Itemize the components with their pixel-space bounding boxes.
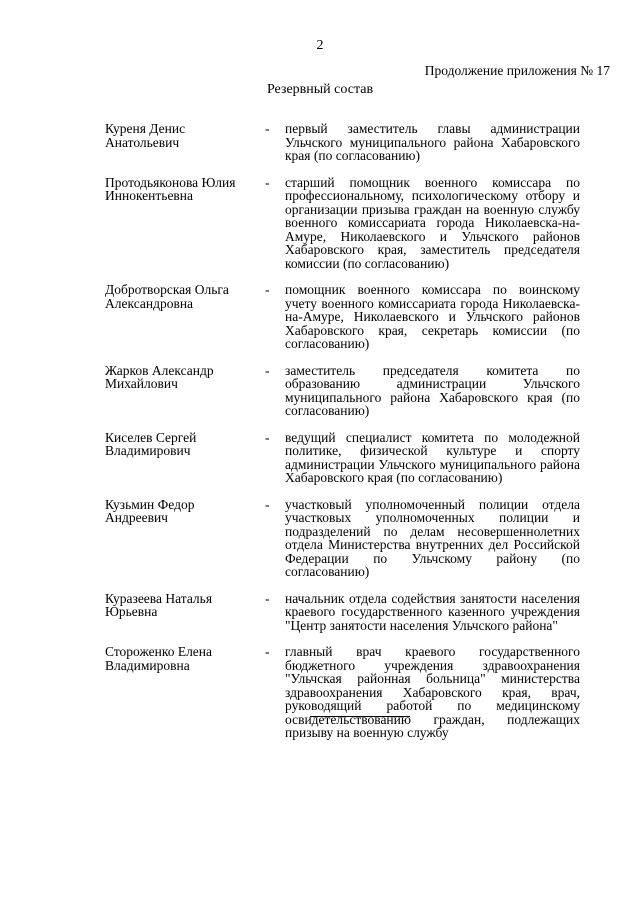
member-row	[105, 431, 580, 485]
member-row	[105, 645, 580, 740]
member-dash: -	[265, 429, 270, 445]
member-dash: -	[265, 362, 270, 378]
member-name: Кузьмин Федор Андреевич	[105, 496, 195, 525]
member-row	[105, 283, 580, 351]
member-row	[105, 498, 580, 579]
member-role: главный врач краевого государственного бюджетного учреждения здравоохранения "Ульчская районная больница" министерства здравоохранения Хабаровского края, врач, руководящий работой по медицинскому освидетельствованию граждан, подлежащих призыву на военную службу	[285, 644, 580, 740]
member-role: участковый уполномоченный полиции отдела участковых уполномоченных полиции и подразделений по делам несовершеннолетних отдела Министерства внутренних дел Российской Федерации по Ульчскому району (по согласованию)	[285, 496, 580, 579]
appendix-note: Продолжение приложения № 17	[424, 63, 610, 78]
member-dash: -	[265, 121, 270, 136]
member-name: Добротворская Ольга Александровна	[105, 282, 229, 311]
member-name: Куразеева Наталья Юрьевна	[105, 590, 213, 619]
member-name: Протодьяконова Юлия Иннокентьевна	[105, 174, 236, 203]
member-role: помощник военного комиссара по воинскому учету военного комиссариата города Николаевска-на-Амуре, Николаевского и Ульчского районов Хабаровского края, секретарь комиссии (по согласованию)	[285, 282, 580, 351]
member-row	[105, 364, 580, 418]
section-title: Резервный состав	[266, 82, 374, 97]
member-dash: -	[265, 496, 270, 512]
member-dash: -	[265, 282, 270, 297]
member-role: старший помощник военного комиссара по профессиональному, психологическому отбору и организации призыва граждан на военную службу военного комиссариата города Николаевска-на-Амуре, Николаевского и Ульчского районов Хабаровского края, заместитель председателя комиссии (по согласованию)	[285, 174, 580, 271]
page-number: 2	[316, 38, 324, 53]
member-role: начальник отдела содействия занятости населения краевого государственного казенного учреждения "Центр занятости населения Ульчского района"	[285, 590, 580, 633]
member-name: Куреня Денис Анатольевич	[105, 121, 186, 150]
member-dash: -	[265, 174, 270, 190]
member-row	[105, 592, 580, 633]
member-dash: -	[265, 590, 270, 606]
member-row	[105, 176, 580, 271]
member-dash: -	[265, 644, 270, 659]
member-role: заместитель председателя комитета по образованию администрации Ульчского муниципального района Хабаровского края (по согласованию)	[285, 362, 580, 418]
member-row	[105, 122, 580, 163]
end-rule	[310, 716, 410, 717]
member-name: Киселев Сергей Владимирович	[105, 429, 197, 458]
member-role: первый заместитель главы администрации Ульчского муниципального района Хабаровского края (по согласованию)	[285, 121, 580, 163]
reserve-members-list	[105, 122, 580, 753]
member-role: ведущий специалист комитета по молодежной политике, физической культуре и спорту администрации Ульчского муниципального района Хабаровского края (по согласованию)	[285, 429, 580, 485]
member-name: Стороженко Елена Владимировна	[105, 644, 213, 673]
member-name: Жарков Александр Михайлович	[105, 362, 214, 391]
